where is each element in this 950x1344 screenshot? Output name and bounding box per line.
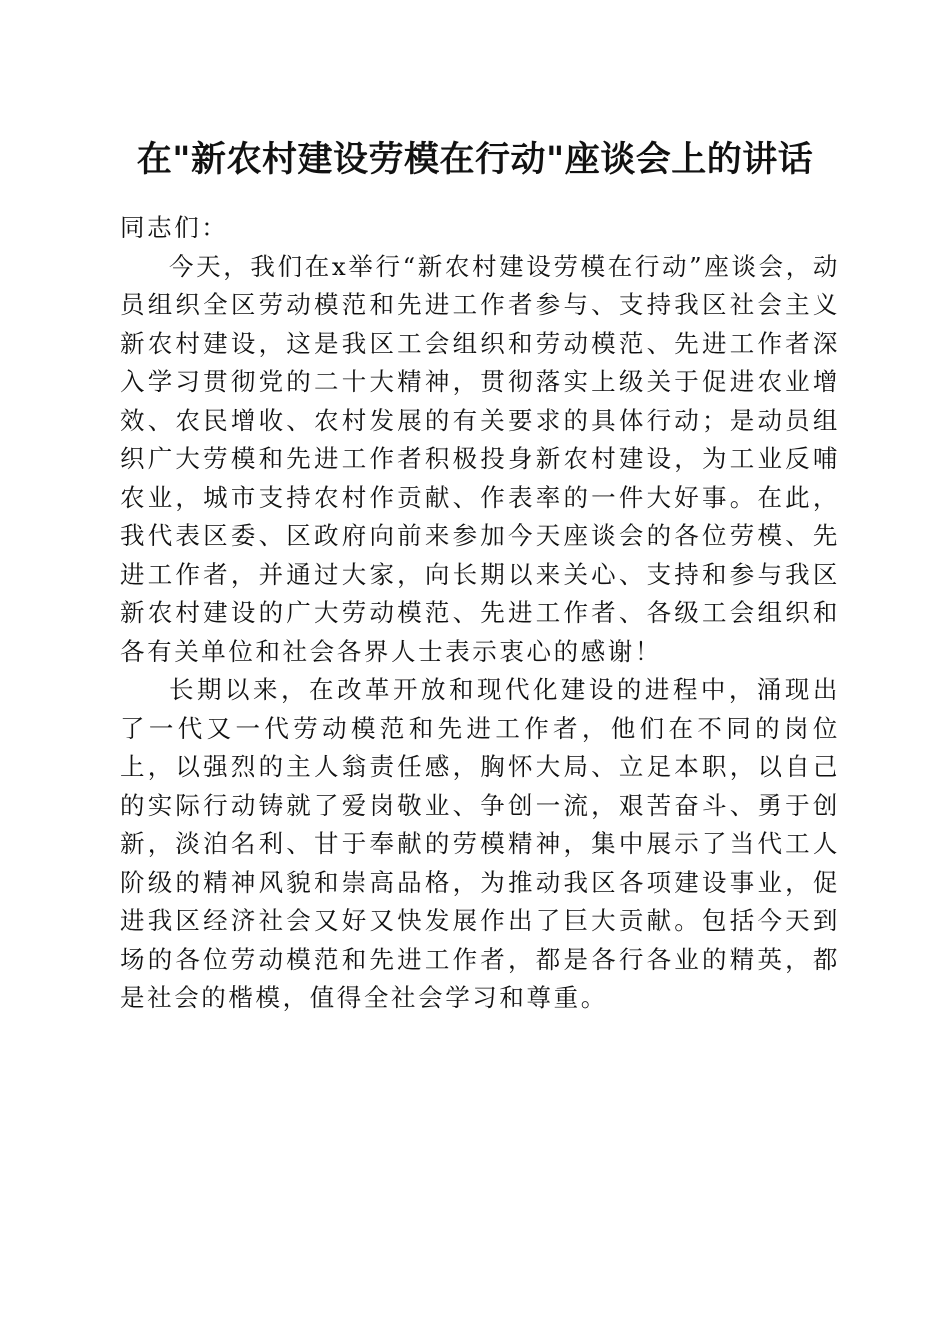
paragraph-2: 长期以来，在改革开放和现代化建设的进程中，涌现出了一代又一代劳动模范和先进工作者，他们在不同的岗位上，以强烈的主人翁责任感，胸怀大局、立足本职，以自己的实际行动铸就了爱岗敬业、争创一流，艰苦奋斗、勇于创新，淡泊名利、甘于奉献的劳模精神，集中展示了当代工人阶级的精神风貌和崇高品格，为推动我区各项建设事业，促进我区经济社会又好又快发展作出了巨大贡献。包括今天到场的各位劳动模范和先进工作者，都是各行各业的精英，都是社会的楷模，值得全社会学习和尊重。 — [120, 675, 840, 1012]
paragraph-1: 今天，我们在x举行“新农村建设劳模在行动”座谈会，动员组织全区劳动模范和先进工作者参与、支持我区社会主义新农村建设，这是我区工会组织和劳动模范、先进工作者深入学习贯彻党的二十大精神，贯彻落实上级关于促进农业增效、农民增收、农村发展的有关要求的具体行动；是动员组织广大劳模和先进工作者积极投身新农村建设，为工业反哺农业，城市支持农村作贡献、作表率的一件大好事。在此，我代表区委、区政府向前来参加今天座谈会的各位劳模、先进工作者，并通过大家，向长期以来关心、支持和参与我区新农村建设的广大劳动模范、先进工作者、各级工会组织和各有关单位和社会各界人士表示衷心的感谢！ — [120, 251, 840, 666]
salutation: 同志们： — [120, 213, 229, 242]
document-title: 在"新农村建设劳模在行动"座谈会上的讲话 — [136, 139, 814, 180]
document-body — [120, 209, 840, 1018]
